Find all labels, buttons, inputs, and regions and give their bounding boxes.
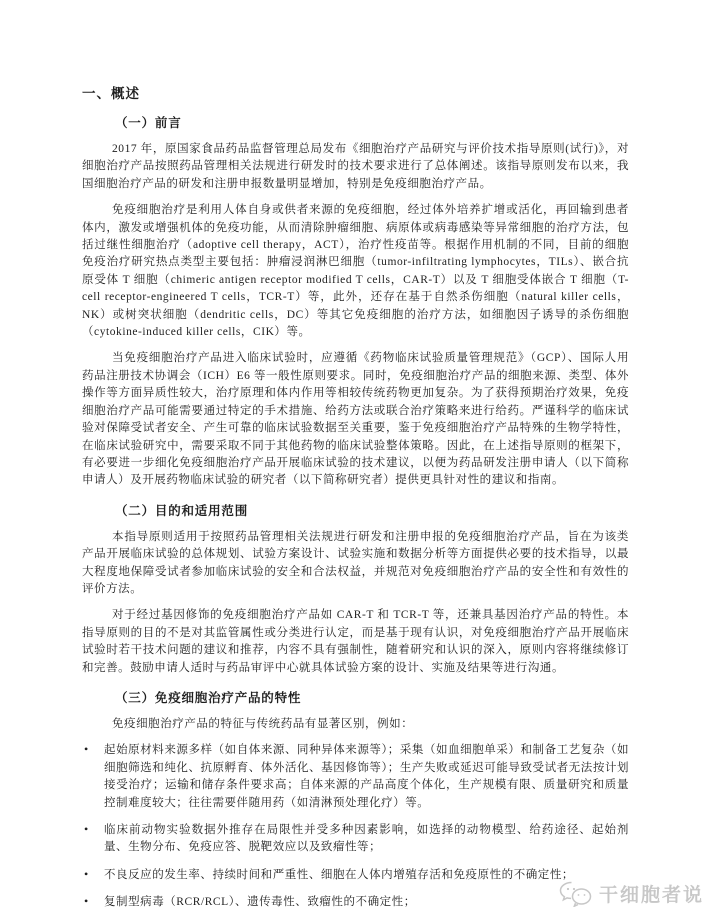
wechat-chat-bubbles-icon — [559, 881, 592, 907]
paragraph-preface-1: 2017 年，原国家食品药品监督管理总局发布《细胞治疗产品研究与评价技术指导原则(试行)》，对细胞治疗产品按照药品管理相关法规进行研发时的技术要求进行了总体阐述。该指导原则发布以来，我国细胞治疗产品的研发和注册申报数量明显增加，特别是免疫细胞治疗产品。 — [82, 143, 629, 190]
bullet-marker: • — [84, 742, 89, 757]
watermark — [559, 880, 704, 907]
subsection-heading-purpose-scope: （二）目的和适用范围 — [115, 503, 249, 518]
subsection-heading-characteristics: （三）免疫细胞治疗产品的特性 — [115, 690, 302, 705]
bullet-item — [84, 894, 629, 911]
bullet-text: 临床前动物实验数据外推存在局限性并受多种因素影响，如选择的动物模型、给药途径、起始剂量、生物分布、免疫应答、脱靶效应以及致瘤性等； — [104, 824, 629, 854]
bullet-marker: • — [84, 894, 89, 909]
bullet-marker: • — [84, 822, 89, 836]
bullet-text: 起始原材料来源多样（如自体来源、同种异体来源等）；采集（如血细胞单采）和制备工艺复杂（如细胞筛选和纯化、抗原孵育、体外活化、基因修饰等）；生产失败或延迟可能导致受试者无法按计划接受治疗；运输和储存条件要求高；自体来源的产品高度个体化，生产规模有限、质量研究和质量控制难度较大；往往需要伴随用药（如清淋预处理化疗）等。 — [104, 744, 629, 809]
bullet-text: 不良反应的发生率、持续时间和严重性、细胞在人体内增殖存活和免疫原性的不确定性； — [104, 868, 574, 881]
watermark-text: 干细胞者说 — [598, 885, 704, 906]
bullet-item — [84, 822, 629, 857]
characteristics-intro: 免疫细胞治疗产品的特征与传统药品有显著区别，例如： — [112, 717, 414, 730]
paragraph-preface-2: 免疫细胞治疗是利用人体自身或供者来源的免疫细胞，经过体外培养扩增或活化，再回输到患者体内，激发或增强机体的免疫功能，从而清除肿瘤细胞、病原体或病毒感染等异常细胞的治疗方法，包括过继性细胞治疗（adoptive cell therapy，ACT），治疗性疫苗等。根据作用机制的不同，目前的细胞免疫治疗研究热点类型主要包括：肿瘤浸润淋巴细胞（tumor-infiltrating lymphocytes，TILs）、嵌合抗原受体 T 细胞（chimeric antigen receptor modified T cells，CAR-T）以及 T 细胞受体嵌合 T 细胞（T-cell receptor-engineered T cells，TCR-T）等，此外，还存在基于自然杀伤细胞（natural killer cells，NK）或树突状细胞（dendritic cells，DC）等其它免疫细胞的治疗方法，如细胞因子诱导的杀伤细胞（cytokine-induced killer cells，CIK）等。 — [82, 204, 629, 339]
subsection-heading-preface: （一）前言 — [115, 116, 182, 130]
document-content — [82, 82, 629, 921]
bullet-text: 复制型病毒（RCR/RCL）、遗传毒性、致瘤性的不确定性； — [104, 896, 416, 909]
paragraph-preface-3: 当免疫细胞治疗产品进入临床试验时，应遵循《药物临床试验质量管理规范》（GCP）、国际人用药品注册技术协调会（ICH）E6 等一般性原则要求。同时，免疫细胞治疗产品的细胞来源、类型、体外操作等方面异质性较大，治疗原理和体内作用等相较传统药物更加复杂。为了获得预期治疗效果，免疫细胞治疗产品可能需要通过特定的手术措施、给药方法或联合治疗策略来进行给药。严谨科学的临床试验对保障受试者安全、产生可靠的临床试验数据至关重要，鉴于免疫细胞治疗产品特殊的生物学特性，在临床试验研究中，需要采取不同于其他药物的临床试验整体策略。因此，在上述指导原则的框架下，有必要进一步细化免疫细胞治疗产品开展临床试验的技术建议，以便为药品研发注册申请人（以下简称申请人）及开展药物临床试验的研究者（以下简称研究者）提供更具针对性的建议和指南。 — [82, 352, 629, 487]
characteristics-bullet-list — [82, 742, 629, 911]
bullet-item — [84, 866, 629, 884]
paragraph-purpose-2: 对于经过基因修饰的免疫细胞治疗产品如 CAR-T 和 TCR-T 等，还兼具基因治疗产品的特性。本指导原则的目的不是对其监管属性或分类进行认定，而是基于现有认识，对免疫细胞治疗产品开展临床试验时若干技术问题的建议和推荐，内容不具有强制性，随着研究和认识的深入，原则内容将继续修订和完善。鼓励申请人适时与药品审评中心就具体试验方案的设计、实施及结果等进行沟通。 — [82, 609, 629, 674]
section-heading-overview: 一、概述 — [82, 86, 140, 101]
bullet-item — [84, 742, 629, 812]
paragraph-purpose-1: 本指导原则适用于按照药品管理相关法规进行研发和注册申报的免疫细胞治疗产品，旨在为该类产品开展临床试验的总体规划、试验方案设计、试验实施和数据分析等方面提供必要的技术指导，以最大程度地保障受试者参加临床试验的安全和合法权益，并规范对免疫细胞治疗产品的安全性和有效性的评价方法。 — [82, 530, 629, 595]
bullet-marker: • — [84, 866, 89, 881]
